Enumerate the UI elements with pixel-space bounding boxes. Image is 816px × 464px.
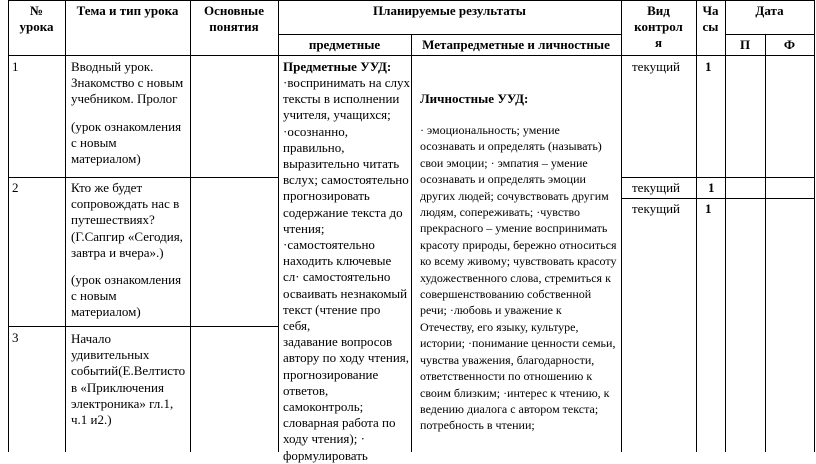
col-line-control [696,0,697,452]
col-line-concepts [278,0,279,452]
row1-type: (урок ознакомления с новым материалом) [71,119,182,167]
row2-num: 2 [12,180,19,195]
row2-type: (урок ознакомления с новым материалом) [71,272,182,320]
row2b-control: текущий [632,201,681,216]
header-results: Планируемые результаты [373,3,526,18]
col-line-left [8,0,9,452]
col-line-num [65,0,66,452]
header-meta: Метапредметные и личностные [422,37,610,52]
row1-bottom-line [8,177,278,178]
row1-num: 1 [12,59,19,74]
col-line-meta [621,0,622,452]
header-hours: Ча сы [702,3,719,35]
subject-results-title: Предметные УУД: [283,59,392,74]
date-subrow-line [725,34,814,35]
header-num: № урока [19,3,54,35]
row1-hours: 1 [705,59,712,74]
col-line-hours [725,0,726,452]
header-subject: предметные [308,37,381,52]
col-line-subject [411,34,412,452]
personal-results-title: Личностные УУД: [420,91,529,106]
header-control: Вид контрол я [634,3,683,51]
personal-results-text: · эмоциональность; умение осознавать и определять (называть) свои эмоции; · эмпатия – умение осознавать и определять эмоции других людей; сочувствовать другим людям, сопереживать; ·чувство прекрасного – умение воспринимать красоту природы, бережно относиться ко всему живому; чувствовать красоту художественного слова, стремиться к совершенствованию собственной речи; ·любовь и уважение к Отечеству, его языку, культуре, истории; ·понимание ценности семьи, чувства уважения, благодарности, ответственности по отношению к своим близким; ·интерес к чтению, к ведению диалога с автором текста; потребность в чтении; [420,123,617,433]
row1-bottom-line-right [621,177,814,178]
row2b-hours: 1 [705,201,712,216]
row2-hours: 1 [708,180,715,195]
row1-control: текущий [632,59,681,74]
row2-split-line [621,198,814,199]
header-subrow-line [278,34,621,35]
row2-topic: Кто же будет сопровождать нас в путешествиях? (Г.Сапгир «Сегодия, завтра и вчера».) [71,180,183,260]
row3-topic: Начало удивительных событий(Е.Велтисто в «Приключения электроника» гл.1, ч.1 и2.) [71,331,186,428]
row1-topic: Вводный урок. Знакомство с новым учебником. Пролог [71,59,184,107]
subject-results-text: ·воспринимать на слух тексты в исполнении учителя, учащихся; ·осознанно, правильно, выразительно читать вслух; самостоятельно прогнозировать содержание текста до чтения; ·самостоятельно находить ключевые сл· самостоятельно осваивать незнакомый текст (чтение про себя, задавание вопросов автору по ходу чтения, прогнозирование ответов, самоконтроль; словарная работа по ходу чтения); · формулировать [283,75,410,463]
col-line-topic [190,0,191,452]
row3-num: 3 [12,330,19,345]
row2-control: текущий [632,180,681,195]
col-line-right [814,0,815,452]
col-line-plan [765,34,766,452]
header-concepts: Основные понятия [204,3,264,35]
table-border-top [8,0,814,1]
header-plan: П [739,37,751,52]
header-topic: Тема и тип урока [76,3,179,18]
header-date: Дата [755,3,784,18]
header-fact: Ф [783,37,796,52]
row3-bottom-line [8,326,278,327]
